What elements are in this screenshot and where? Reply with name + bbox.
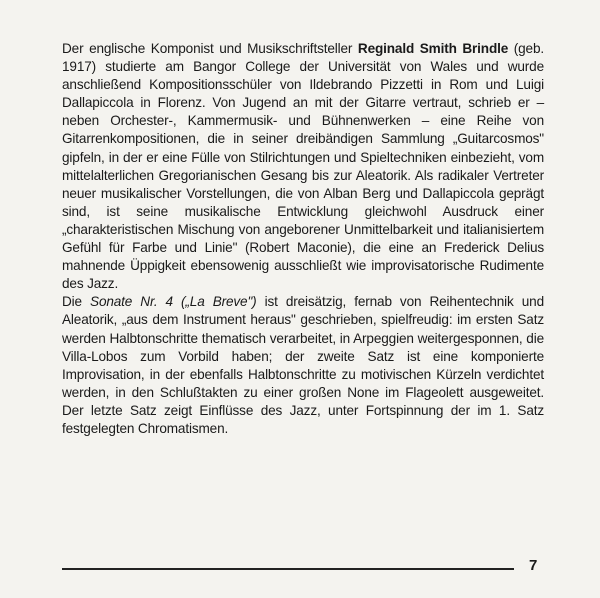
footer-rule xyxy=(62,568,514,570)
paragraph-1-intro: Der englische Komponist und Musikschriftsteller xyxy=(62,41,358,56)
paragraph-1-body: (geb. 1917) studierte am Bangor College der Universität von Wales und wurde anschließend Kompositionsschüler von Ildebrando Pizzetti in Rom und Luigi Dallapiccola in Florenz. Von Jugend an mit der Gitarre vertraut, schrieb er – neben Orchester-, Kammermusik- und Bühnenwerken – eine Reihe von Gitarrenkompositionen, die in seiner dreibändigen Sammlung „Guitarcosmos" gipfeln, in der er eine Fülle von Stilrichtungen und Spieltechniken einbezieht, vom mittelalterlichen Gregorianischen Gesang bis zur Aleatorik. Als radikaler Vertreter neuer musikalischer Vorstellungen, die von Alban Berg und Dallapiccola geprägt sind, ist seine musikalische Entwicklung gleichwohl Ausdruck einer „charakteristischen Mischung von angeborener Unmittelbarkeit und italianisiertem Gefühl für Farbe und Linie" (Robert Maconie), die eine an Frederick Delius mahnende Üppigkeit ebensowenig ausschließt wie improvisatorische Rudimente des Jazz. xyxy=(62,41,544,292)
paragraph-2-intro: Die xyxy=(62,294,91,310)
body-text xyxy=(62,40,544,438)
paragraph-2-body: ist dreisätzig, fernab von Reihentechnik und Aleatorik, „aus dem Instrument heraus" geschrieben, spielfreudig: im ersten Satz werden Halbtonschritte thematisch verarbeitet, in Arpeggien weitergesponnen, die Villa-Lobos zum Vorbild haben; der zweite Satz ist eine komponierte Improvisation, in der ebenfalls Halbtonschritte zu motivischen Kürzeln verdichtet werden, in den Schlußtakten zu einer großen None im Flageolett ausgeweitet. Der letzte Satz zeigt Einflüsse des Jazz, unter Fortspinnung der im 1. Satz festgelegten Chromatismen. xyxy=(62,294,544,436)
work-title: Sonate Nr. 4 („La Breve") xyxy=(90,294,257,310)
composer-name: Reginald Smith Brindle xyxy=(357,41,509,56)
paragraph-sonata xyxy=(62,293,544,438)
page-number: 7 xyxy=(529,557,538,574)
paragraph-biography xyxy=(62,40,544,293)
